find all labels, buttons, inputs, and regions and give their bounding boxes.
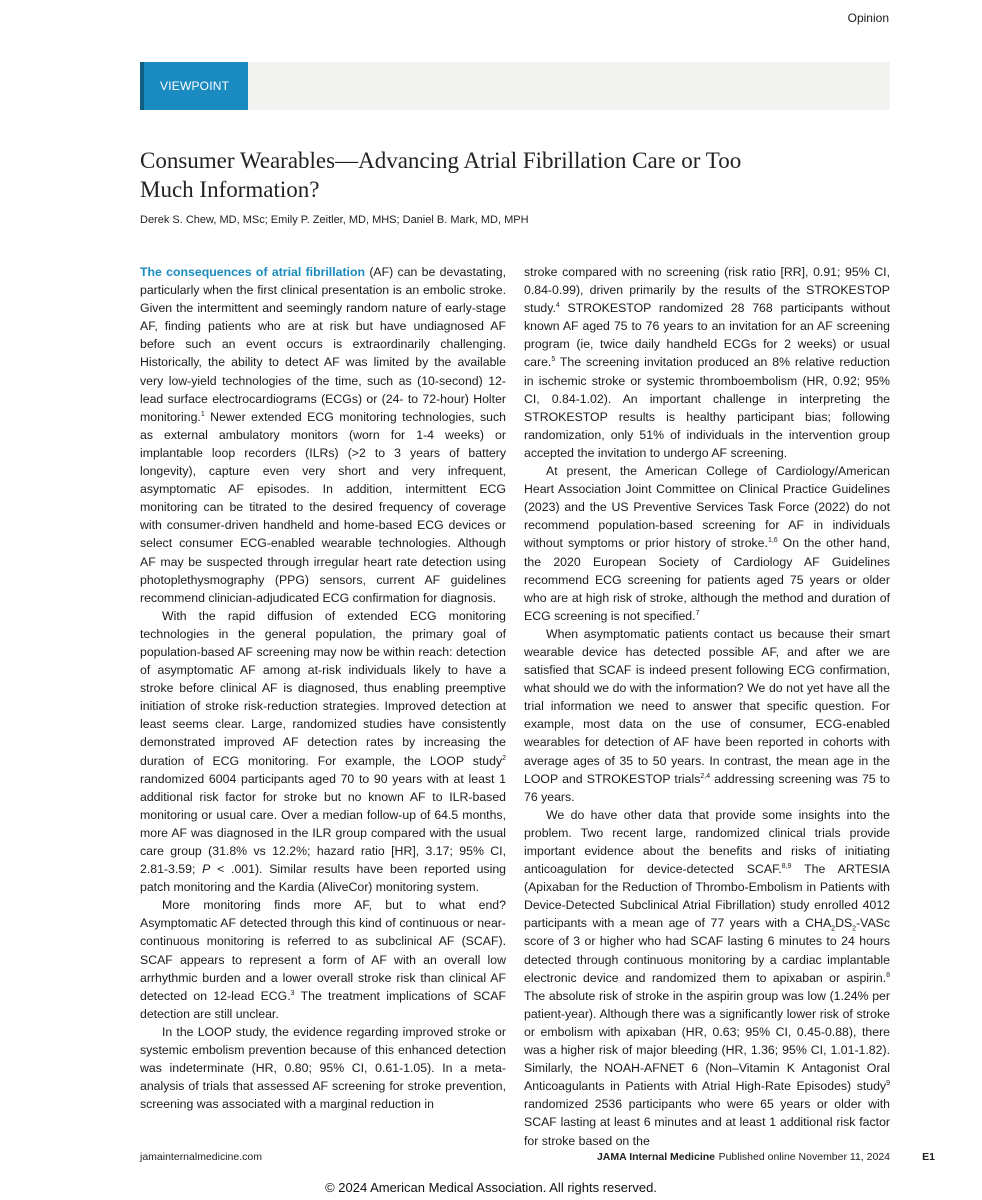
journal-website-link[interactable]: jamainternalmedicine.com: [140, 1151, 262, 1163]
copyright-notice: © 2024 American Medical Association. All rights reserved.: [325, 1180, 657, 1195]
text-run: More monitoring finds more AF, but to what end? Asymptomatic AF detected through this kind of continuous or near-continuous monitoring is referred to as subclinical AF (SCAF). SCAF appears to represent a form of AF with an overall low arrhythmic burden and a lower overall stroke risk than clinical AF detected on 12-lead ECG.: [140, 898, 506, 1003]
text-run: At present, the American College of Cardiology/American Heart Association Joint Committee on Clinical Practice Guidelines (2023) and the US Preventive Services Task Force (2022) do not recommend population-based screening for AF in individuals without symptoms or prior history of stroke.: [524, 464, 890, 551]
journal-name: JAMA Internal Medicine: [596, 1151, 715, 1163]
text-run: -VASc score of 3 or higher who had SCAF lasting 6 minutes to 24 hours detected through continuous monitoring by a cardiac implantable electronic device and randomized them to apixaban or aspirin.: [524, 916, 890, 985]
text-run: randomized 2536 participants who were 65 years or older with SCAF lasting at least 6 minutes and at least 1 additional risk factor for stroke based on the: [524, 1097, 890, 1148]
right-column: [524, 263, 890, 1150]
paragraph: [524, 625, 890, 806]
text-run: STROKESTOP randomized 28 768 participants without known AF aged 75 to 76 years to an invitation for an AF screening program (ie, twice daily handheld ECGs for 2 weeks) or usual care.: [524, 301, 890, 370]
reference-mark: 8,9: [781, 863, 792, 870]
text-run: The screening invitation produced an 8% relative reduction in ischemic stroke or systemic thromboembolism (HR, 0.92; 95% CI, 0.84-1.02). An important challenge in interpreting the STROKESTOP results is healthy participant bias; following randomization, only 51% of individuals in the intervention group accepted the invitation to undergo AF screening.: [524, 355, 890, 460]
text-run: randomized 6004 participants aged 70 to 90 years with at least 1 additional risk factor for stroke but no known AF to ILR-based monitoring or usual care. Over a median follow-up of 64.5 months, more AF was diagnosed in the ILR group compared with the usual care group (31.8% vs 12.2%; hazard ratio [HR], 3.17; 95% CI, 2.81-3.59;: [140, 771, 506, 877]
text-run: The absolute risk of stroke in the aspirin group was low (1.24% per patient-year). Although there was a significantly lower risk of stroke or embolism with apixaban (HR, 0.63; 95% CI, 0.45-0.88), there was a higher risk of major bleeding (HR, 1.36; 95% CI, 1.01-1.82). Similarly, the NOAH-AFNET 6 (Non–Vitamin K Antagonist Oral Anticoagulants in Patients with Atrial High-Rate Episodes) study: [524, 988, 890, 1094]
reference-mark: 8: [886, 971, 890, 979]
text-run: The treatment implications of SCAF detection are still unclear.: [140, 988, 506, 1021]
paragraph: [524, 806, 890, 1150]
text-run: We do have other data that provide some insights into the problem. Two recent large, randomized clinical trials provide important evidence about the benefits and risks of initiating anticoagulation for device-detected SCAF.: [524, 807, 890, 877]
subscript: 2: [831, 925, 836, 933]
text-run: On the other hand, the 2020 European Society of Cardiology AF Guidelines recommend ECG screening for patients aged 75 years or older who are at high risk of stroke, although the method and duration of ECG screening is not specified.: [524, 536, 890, 623]
paragraph: [140, 263, 506, 607]
text-run: Newer extended ECG monitoring technologies, such as external ambulatory monitors (worn for 1-4 weeks) or implantable loop recorders (ILRs) (>2 to 3 years of battery longevity), capture even very short and very infrequent, asymptomatic AF episodes. In addition, intermittent ECG monitoring can be titrated to the desired frequency of coverage with consumer-driven handheld and home-based ECG devices or select consumer ECG-enabled wearable technologies. Although AF may be suspected through irregular heart rate detection using photoplethysmography (PPG) sensors, current AF guidelines recommend clinician-adjudicated ECG confirmation for diagnosis.: [140, 409, 506, 605]
paragraph: In the LOOP study, the evidence regarding improved stroke or systemic embolism prevention because of this enhanced detection was indeterminate (HR, 0.80; 95% CI, 0.61-1.05). In a meta-analysis of trials that assessed AF screening for stroke prevention, screening was associated with a marginal reduction in: [140, 1024, 506, 1112]
text-run: < .001). Similar results have been reported using patch monitoring and the Kardia (AliveCor) monitoring system.: [140, 862, 506, 895]
text-run: (AF) can be devastating, particularly when the first clinical presentation is an embolic stroke. Given the intermittent and seemingly random nature of early-stage AF, finding patients who are at risk but have undiagnosed AF before such an event occurs is extraordinarily challenging. Historically, the ability to detect AF was limited by the available very low-yield technologies of the time, such as (10-second) 12-lead surface electrocardiograms (ECGs) or (24- to 72-hour) Holter monitoring.: [140, 265, 506, 424]
reference-mark: 4: [555, 302, 560, 310]
reference-mark: 2: [502, 754, 506, 762]
viewpoint-banner: [140, 62, 890, 110]
viewpoint-tag: VIEWPOINT: [140, 62, 248, 110]
reference-mark: 2,4: [700, 772, 711, 780]
paragraph: [140, 896, 506, 1023]
reference-mark: 1,6: [767, 537, 778, 545]
article-title: Consumer Wearables—Advancing Atrial Fibrillation Care or Too Much Information?: [140, 148, 742, 202]
reference-mark: 9: [886, 1080, 890, 1088]
section-label: Opinion: [847, 11, 889, 25]
publication-date: Published online November 11, 2024: [718, 1151, 890, 1163]
lead-in: The consequences of atrial fibrillation: [140, 265, 365, 279]
text-run: DS: [835, 916, 853, 931]
left-column: [140, 263, 506, 1113]
paragraph: [524, 263, 890, 462]
paragraph: [140, 607, 506, 897]
text-run: The ARTESIA (Apixaban for the Reduction of Thrombo-Embolism in Patients with Device-Detected Subclinical Atrial Fibrillation) study enrolled 4012 participants with a mean age of 77 years with a CHA: [524, 862, 891, 931]
page-number: E1: [922, 1151, 935, 1163]
article-authors: Derek S. Chew, MD, MSc; Emily P. Zeitler, MD, MHS; Daniel B. Mark, MD, MPH: [140, 214, 529, 226]
text-run: When asymptomatic patients contact us because their smart wearable device has detected possible AF, and after we are satisfied that SCAF is indeed present following ECG confirmation, what should we do with the information? We do not yet have all the trial information we need to answer that specific question. For example, most data on the use of consumer, ECG-enabled wearables for detection of AF have been reported in cohorts with average ages of 35 to 50 years. In contrast, the mean age in the LOOP and STROKESTOP trials: [524, 626, 890, 786]
reference-mark: 1: [200, 410, 205, 418]
paragraph: [524, 462, 890, 625]
reference-mark: 3: [290, 989, 295, 997]
reference-mark: 7: [695, 609, 700, 617]
text-run: With the rapid diffusion of extended ECG monitoring technologies in the general population, the primary goal of population-based AF screening may now be within reach: detection of asymptomatic AF among at-risk individuals likely to have a stroke before clinical AF is diagnosed, thus enabling preemptive initiation of stroke risk-reduction strategies. Improved detection at least seems clear. Large, randomized studies have consistently demonstrated improved AF detection rates by increasing the duration of ECG monitoring. For example, the LOOP study: [140, 608, 506, 768]
reference-mark: 5: [551, 356, 556, 364]
p-value-symbol: P: [202, 862, 211, 877]
text-run: addressing screening was 75 to 76 years.: [524, 771, 890, 804]
text-run: stroke compared with no screening (risk ratio [RR], 0.91; 95% CI, 0.84-0.99), driven primarily by the results of the STROKESTOP study.: [524, 265, 890, 316]
subscript: 2: [852, 925, 857, 933]
